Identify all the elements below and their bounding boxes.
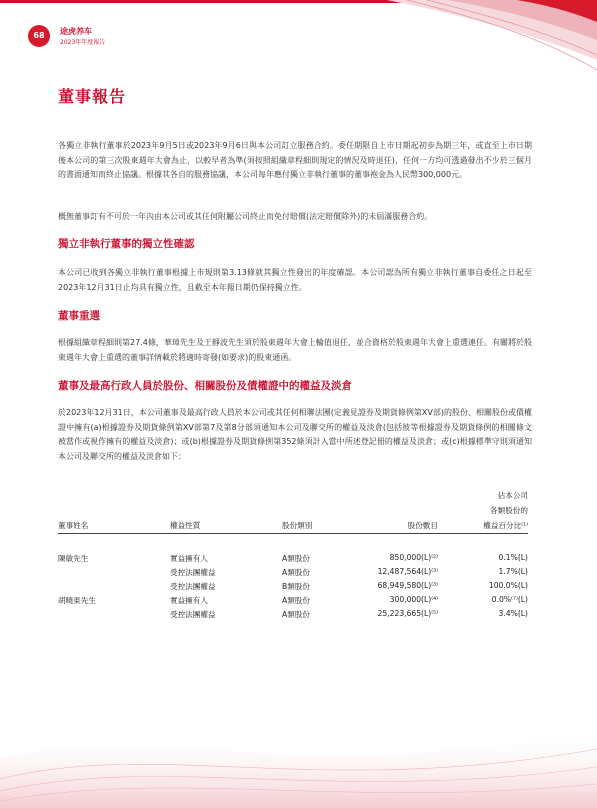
row-number: 300,000(L)⁽⁴⁾ xyxy=(389,595,438,604)
row-pct: 0.0%⁽⁷⁾(L) xyxy=(491,595,528,604)
footer-decoration xyxy=(0,679,597,809)
row-class: A類股份 xyxy=(282,596,310,605)
header-pct-line3: 權益百分比⁽¹⁾ xyxy=(483,521,528,530)
header-number: 股份數目 xyxy=(407,521,438,530)
row-pct: 0.1%(L) xyxy=(498,553,528,562)
row-pct: 3.4%(L) xyxy=(498,609,528,618)
row-pct: 100.0%(L) xyxy=(488,581,528,590)
row-nature: 實益擁有人 xyxy=(170,596,208,605)
header-decoration xyxy=(387,0,597,70)
paragraph-reelection: 根據組織章程細則第27.4條，華璋先生及王靜波先生須於股東週年大會上輪值退任，並合資格於股東週年大會上重選連任。有關將於股東週年大會上重選的董事詳情載於將適時寄發(如要求)的股東通函。 xyxy=(58,338,532,362)
header-name: 董事姓名 xyxy=(58,521,89,530)
company-name: 途虎养车 xyxy=(60,27,92,36)
page-number-badge: 68 xyxy=(28,25,50,47)
row-number: 25,223,665(L)⁽⁵⁾ xyxy=(377,609,438,618)
page-title: 董事報告 xyxy=(58,87,127,106)
row-nature: 受控法團權益 xyxy=(170,582,216,591)
heading-interests: 董事及最高行政人員於股份、相關股份及債權證中的權益及淡倉 xyxy=(58,380,352,392)
header-class: 股份類別 xyxy=(282,521,313,530)
header-pct-line1: 佔本公司 xyxy=(497,491,528,500)
row-nature: 實益擁有人 xyxy=(170,554,208,563)
paragraph-independence: 本公司已收到各獨立非執行董事根據上市規則第3.13條就其獨立性發出的年度確認。本公司認為所有獨立非執行董事自委任之日起至2023年12月31日止均具有獨立性，且截至本年報日期仍保持獨立性。 xyxy=(58,268,532,292)
row-name: 陳敏先生 xyxy=(58,554,89,563)
report-name: 2023年年度報告 xyxy=(60,39,106,46)
row-class: A類股份 xyxy=(282,554,310,563)
row-number: 850,000(L)⁽²⁾ xyxy=(389,553,438,562)
paragraph-service-contracts: 各獨立非執行董事於2023年9月5日或2023年9月6日與本公司訂立服務合約。委任期限自上市日期起初步為期三年，或直至上市日期後本公司的第三次股東週年大會為止，以較早者為準(須按照組織章程細則規定的情況及時退任)，任何一方均可透過發出不少於三個月的書面通知而終止協議。根據其各自的服務協議，本公司每年應付獨立非執行董事的董事袍金為人民幣300,000元。 xyxy=(58,141,532,179)
row-number: 68,949,580(L)⁽³⁾ xyxy=(377,581,438,590)
row-pct: 1.7%(L) xyxy=(498,567,528,576)
row-name: 胡曉東先生 xyxy=(58,596,96,605)
row-class: A類股份 xyxy=(282,568,310,577)
row-nature: 受控法團權益 xyxy=(170,568,216,577)
row-nature: 受控法團權益 xyxy=(170,610,216,619)
heading-reelection: 董事重選 xyxy=(58,310,100,322)
header-nature: 權益性質 xyxy=(170,521,201,530)
row-class: B類股份 xyxy=(282,582,310,591)
heading-independence: 獨立非執行董事的獨立性確認 xyxy=(58,238,195,250)
row-class: A類股份 xyxy=(282,610,310,619)
table-header-rule xyxy=(58,533,528,534)
paragraph-no-contracts: 概無董事訂有不可於一年內由本公司或其任何附屬公司終止而免付賠償(法定賠償除外)的未屆滿服務合約。 xyxy=(58,212,433,221)
header-pct-line2: 各類股份的 xyxy=(490,506,528,515)
row-number: 12,487,564(L)⁽³⁾ xyxy=(377,567,438,576)
paragraph-interests: 於2023年12月31日，本公司董事及最高行政人員於本公司或其任何相聯法團(定義見證券及期貨條例第XV部)的股份、相關股份或債權證中擁有(a)根據證券及期貨條例第XV部第7及第8分部須通知本公司及聯交所的權益及淡倉(包括彼等根據證券及期貨條例的相關條文被當作或視作擁有的權益及淡倉)；或(b)根據證券及期貨條例第352條須計入當中所述登記冊的權益及淡倉；或(c)根據標準守則須通知本公司及聯交所的權益及淡倉如下： xyxy=(58,408,532,461)
